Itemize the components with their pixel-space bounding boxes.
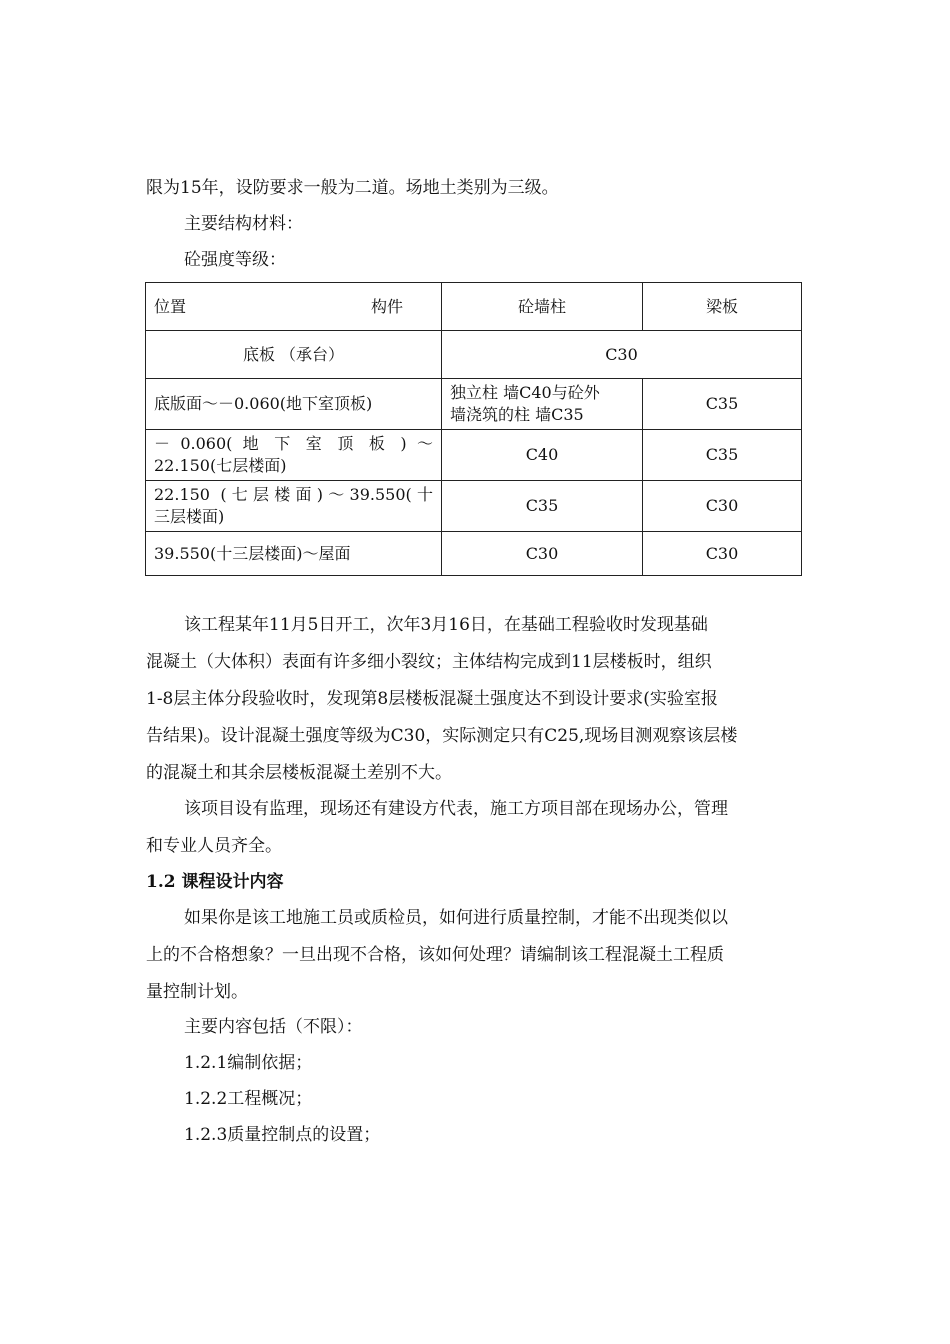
table-row bbox=[146, 430, 802, 481]
contents-item: 1.2.3质量控制点的设置； bbox=[184, 1125, 381, 1145]
row-position: 底板 （承台） bbox=[146, 331, 442, 379]
wall-column-line: 墙浇筑的柱 墙C35 bbox=[450, 405, 584, 424]
contents-item: 1.2.2工程概况； bbox=[184, 1089, 313, 1109]
paragraph-line: 该工程某年11月5日开工，次年3月16日，在基础工程验收时发现基础 bbox=[184, 615, 708, 635]
row-beam-slab: C30 bbox=[643, 481, 802, 532]
paragraph-line: 量控制计划。 bbox=[146, 982, 248, 1002]
row-wall-column: C40 bbox=[442, 430, 643, 481]
header-wall-column: 砼墙柱 bbox=[442, 283, 643, 331]
contents-item: 1.2.1编制依据； bbox=[184, 1053, 313, 1073]
section-heading: 1.2 课程设计内容 bbox=[146, 872, 284, 892]
position-line: 三层楼面) bbox=[154, 507, 225, 526]
position-line: 22.150(七层楼面) bbox=[154, 456, 287, 475]
paragraph-line: 的混凝土和其余层楼板混凝土差别不大。 bbox=[146, 763, 452, 783]
header-beam-slab: 梁板 bbox=[643, 283, 802, 331]
paragraph-line: 混凝土（大体积）表面有许多细小裂纹；主体结构完成到11层楼板时，组织 bbox=[146, 652, 712, 672]
row-wall-column: C35 bbox=[442, 481, 643, 532]
concrete-grade-table bbox=[145, 282, 802, 576]
row-position: 底版面～－0.060(地下室顶板) bbox=[146, 379, 442, 430]
contents-intro: 主要内容包括（不限）： bbox=[184, 1017, 363, 1037]
row-beam-slab: C35 bbox=[643, 430, 802, 481]
row-beam-slab: C35 bbox=[643, 379, 802, 430]
paragraph-line: 和专业人员齐全。 bbox=[146, 836, 282, 856]
header-position-component bbox=[146, 283, 442, 331]
paragraph-line: 1-8层主体分段验收时，发现第8层楼板混凝土强度达不到设计要求(实验室报 bbox=[146, 689, 718, 709]
header-component: 构件 bbox=[370, 296, 403, 316]
row-wall-column bbox=[442, 379, 643, 430]
row-position bbox=[146, 481, 442, 532]
table-row bbox=[146, 379, 802, 430]
row-position bbox=[146, 430, 442, 481]
row-beam-slab: C30 bbox=[643, 532, 802, 576]
position-line: 22.150 (七层楼面)～39.550(十 bbox=[154, 485, 433, 504]
table-header-row bbox=[146, 283, 802, 331]
paragraph-line: 该项目设有监理，现场还有建设方代表，施工方项目部在现场办公，管理 bbox=[184, 799, 728, 819]
paragraph-line: 上的不合格想象？一旦出现不合格，该如何处理？请编制该工程混凝土工程质 bbox=[146, 945, 724, 965]
table-row bbox=[146, 532, 802, 576]
table-row bbox=[146, 331, 802, 379]
grade-label: 砼强度等级： bbox=[184, 250, 286, 270]
row-merged-grade: C30 bbox=[442, 331, 802, 379]
row-position: 39.550(十三层楼面)～屋面 bbox=[146, 532, 442, 576]
paragraph-line: 如果你是该工地施工员或质检员，如何进行质量控制，才能不出现类似以 bbox=[184, 908, 728, 928]
row-wall-column: C30 bbox=[442, 532, 643, 576]
paragraph-line: 告结果)。设计混凝土强度等级为C30，实际测定只有C25,现场目测观察该层楼 bbox=[146, 726, 738, 746]
header-position: 位置 bbox=[154, 296, 187, 316]
table-row bbox=[146, 481, 802, 532]
materials-label: 主要结构材料： bbox=[184, 214, 303, 234]
intro-line: 限为15年，设防要求一般为二道。场地土类别为三级。 bbox=[146, 178, 559, 198]
wall-column-line: 独立柱 墙C40与砼外 bbox=[450, 383, 600, 402]
position-line: － 0.060( 地 下 室 顶 板 ) ～ bbox=[154, 434, 433, 453]
